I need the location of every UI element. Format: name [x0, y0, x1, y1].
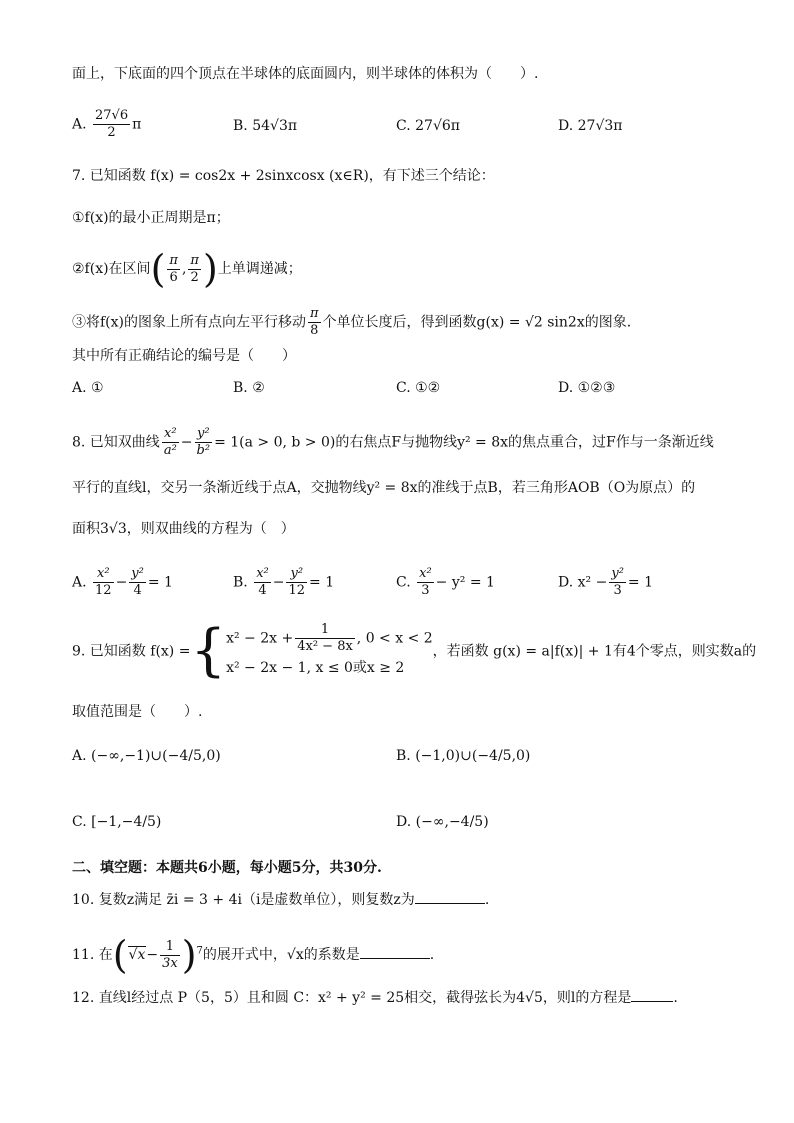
q7-statement-3: ③将f(x)的图象上所有点向左平行移动 $\frac{\pi}{8}$ 个单位长度后，得到函数g(x) = √2 sin2x的图象. — [72, 306, 632, 338]
q9-option-c: C. [−1,−4/5) — [72, 814, 162, 830]
q11: 11. 在(√x− $\frac{1}{3x}$ )$^7$的展开式中，√x的系数是 . — [72, 933, 435, 977]
q8-line-2: 平行的直线l，交另一条渐近线于点A，交抛物线y² = 8x的准线于点B，若三角形AOB（O为原点）的 — [72, 480, 696, 496]
q8-option-b: B. $\frac{\text{x²}}{4}$ − $\frac{\text{y²}}{12}$ = 1 — [233, 566, 335, 598]
q7-stem: 7. 已知函数 f(x) = cos2x + 2sinxcosx (x∈R)，有下述三个结论： — [72, 168, 495, 184]
q9-option-d: D. (−∞,−4/5) — [396, 814, 489, 830]
q7-option-a: A. ① — [72, 380, 104, 396]
q7-ask: 其中所有正确结论的编号是（ ） — [72, 348, 296, 364]
q9-ask: 取值范围是（ ）. — [72, 704, 203, 720]
q7-statement-2: ②f(x)在区间( $\frac{\pi}{6}$ , $\frac{\pi}{2}$ )上单调递减； — [72, 247, 302, 291]
q9-option-a: A. (−∞,−1)∪(−4/5,0) — [72, 748, 221, 764]
q7-option-b: B. ② — [233, 380, 265, 396]
q6-option-c: C. 27√6π — [396, 118, 460, 134]
section-2-heading: 二、填空题：本题共6小题，每小题5分，共30分. — [72, 860, 382, 876]
q8-option-a: A. $\frac{\text{x²}}{12}$ − $\frac{\text{y²}}{4}$ = 1 — [72, 566, 173, 598]
q8-option-d: D. x² − $\frac{\text{y²}}{3}$ = 1 — [558, 566, 653, 598]
q6-option-a: A. $\frac{27√6}{2}$ π — [72, 108, 142, 140]
q8-line-1: 8. 已知双曲线 $\frac{\text{x²}}{\text{a²}}$ − $\frac{\text{y²}}{\text{b²}}$ = 1(a > 0, b > 0)的右焦点F与抛物线y² = 8x的焦点重合，过F作与一条渐近线 — [72, 426, 714, 458]
q8-option-c: C. $\frac{\text{x²}}{3}$ − y² = 1 — [396, 566, 495, 598]
q6-option-b: B. 54√3π — [233, 118, 298, 134]
q7-statement-1: ①f(x)的最小正周期是π； — [72, 210, 230, 226]
q7-option-c: C. ①② — [396, 380, 441, 396]
q6-tail: 面上，下底面的四个顶点在半球体的底面圆内，则半球体的体积为（ ）. — [72, 66, 539, 82]
q6-option-d: D. 27√3π — [558, 118, 623, 134]
q6-a-fraction: $\frac{27√6}{2}$ — [95, 108, 129, 140]
q12: 12. 直线l经过点 P（5，5）且和圆 C：x² + y² = 25相交，截得弦长为4√5，则l的方程是 . — [72, 990, 678, 1006]
q9-option-b: B. (−1,0)∪(−4/5,0) — [396, 748, 531, 764]
q9-stem: 9. 已知函数 f(x) ={ x² − 2x + $\frac{1}{\text{4x² − 8x}}$ , 0 < x < 2 x² − 2x − 1, x ≤ 0或x ≥ 2 ，若函数 g(x) = a|f(x)| + 1有4个零点，则实数a的 — [72, 618, 757, 684]
option-label: A. — [72, 116, 87, 133]
q8-line-3: 面积3√3，则双曲线的方程为（ ） — [72, 521, 295, 537]
q10: 10. 复数z满足 z̄i = 3 + 4i（i是虚数单位），则复数z为 . — [72, 892, 490, 908]
q7-option-d: D. ①②③ — [558, 380, 616, 396]
